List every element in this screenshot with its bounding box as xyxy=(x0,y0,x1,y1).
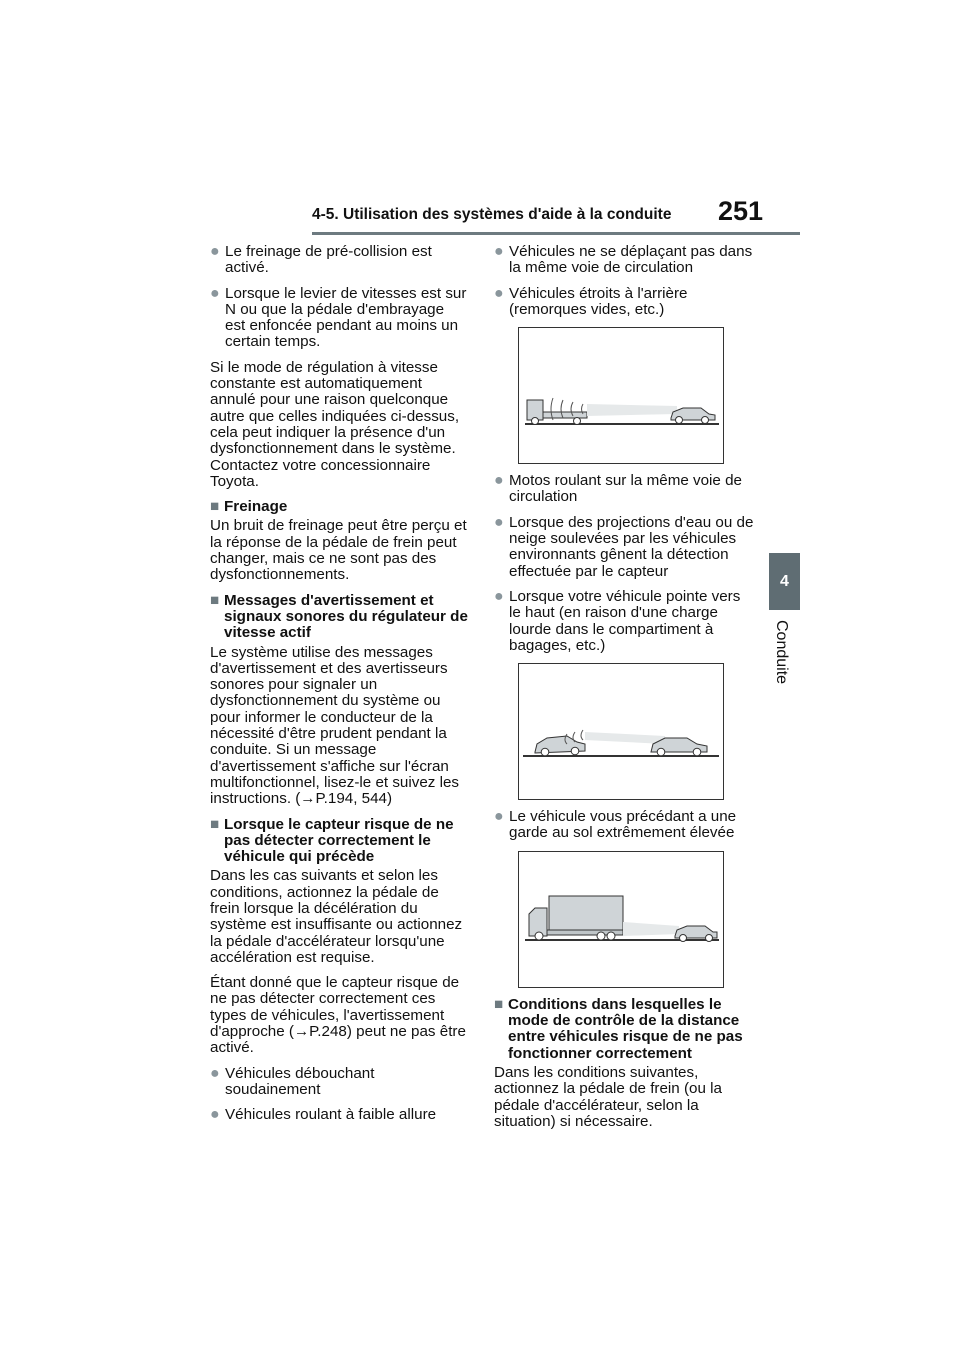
list-item: ● Lorsque votre véhicule pointe vers le haut (en raison d'une charge lourde dans le compartiment à bagages, etc.) xyxy=(494,587,741,654)
square-bullet-icon: ■ xyxy=(494,995,504,1013)
paragraph: Étant donné que le capteur risque de ne pas détecter correctement ces types de véhicules, l'avertissement d'approche (→P.248) peut ne pas être activé. xyxy=(210,974,466,1057)
bullet-icon: ● xyxy=(494,587,504,605)
square-bullet-icon: ■ xyxy=(210,498,220,516)
illustration-vehicle-tilted-up xyxy=(518,663,724,800)
paragraph: Un bruit de freinage peut être perçu et la réponse de la pédale de frein peut changer, mais ce ne sont pas des dysfonctionnements. xyxy=(210,517,467,584)
section-heading: ■ Messages d'avertissement et signaux sonores du régulateur de vitesse actif xyxy=(210,591,468,642)
bullet-icon: ● xyxy=(210,243,220,260)
section-heading: ■ Freinage xyxy=(210,498,288,516)
bullet-icon: ● xyxy=(494,284,504,302)
square-bullet-icon: ■ xyxy=(210,815,220,833)
list-item: ● Le freinage de pré-collision est activé. xyxy=(210,243,432,277)
header-rule xyxy=(312,232,800,235)
list-item: ● Véhicules ne se déplaçant pas dans la même voie de circulation xyxy=(494,243,753,277)
paragraph: Le système utilise des messages d'avertissement et des avertisseurs sonores pour signaler un dysfonctionnement du système ou pour informer le conducteur de la nécessité d'être prudent pendant la conduite. Si un message d'avertissement s'affiche sur l'écran multifonctionnel, lisez-le et suivez les instructions. (→P.194, 544) xyxy=(210,643,460,808)
left-column xyxy=(210,244,468,1133)
list-item: ● Lorsque le levier de vitesses est sur N ou que la pédale d'embrayage est enfoncée pendant au moins un certain temps. xyxy=(210,284,467,351)
illustration-empty-trailer xyxy=(518,327,724,464)
square-bullet-icon: ■ xyxy=(210,591,220,609)
list-item: ● Motos roulant sur la même voie de circulation xyxy=(494,472,742,506)
paragraph: Si le mode de régulation à vitesse constante est automatiquement annulé pour une raison quelconque autre que celles indiquées ci-dessus, cela peut indiquer la présence d'un dysfonctionnement dans le système. Contactez votre concessionnaire Toyota. xyxy=(210,358,460,490)
right-column xyxy=(494,244,756,1139)
bullet-icon: ● xyxy=(494,472,504,490)
bullet-icon: ● xyxy=(494,808,504,826)
list-item: ● Véhicules débouchant soudainement xyxy=(210,1064,375,1098)
paragraph: Dans les cas suivants et selon les conditions, actionnez la pédale de frein lorsque la décélération du système est insuffisante ou actionnez la pédale d'accélérateur lorsqu'une accélération est requise. xyxy=(210,867,463,966)
bullet-icon: ● xyxy=(210,284,220,302)
bullet-icon: ● xyxy=(210,1064,220,1082)
paragraph: Dans les conditions suivantes, actionnez la pédale de frein (ou la pédale d'accélérateur, selon la situation) si nécessaire. xyxy=(494,1063,722,1130)
bullet-icon: ● xyxy=(494,243,504,260)
list-item: ● Véhicules étroits à l'arrière (remorques vides, etc.) xyxy=(494,284,688,318)
chapter-label: Conduite xyxy=(773,620,790,685)
page-number: 251 xyxy=(718,196,764,226)
chapter-tab: 4 xyxy=(769,553,800,610)
list-item: ● Véhicules roulant à faible allure xyxy=(210,1106,437,1124)
section-heading: ■ Lorsque le capteur risque de ne pas détecter correctement le véhicule qui précède xyxy=(210,815,454,866)
illustration-high-clearance-truck xyxy=(518,851,724,988)
list-item: ● Le véhicule vous précédant a une garde au sol extrêmement élevée xyxy=(494,808,737,842)
list-item: ● Lorsque des projections d'eau ou de neige soulevées par les véhicules environnants gênent la détection effectuée par le capteur xyxy=(494,513,754,580)
page-header-title: 4-5. Utilisation des systèmes d'aide à la conduite xyxy=(312,206,672,223)
section-heading: ■ Conditions dans lesquelles le mode de contrôle de la distance entre véhicules risque de ne pas fonctionner correctement xyxy=(494,995,743,1062)
bullet-icon: ● xyxy=(494,513,504,531)
bullet-icon: ● xyxy=(210,1106,220,1124)
